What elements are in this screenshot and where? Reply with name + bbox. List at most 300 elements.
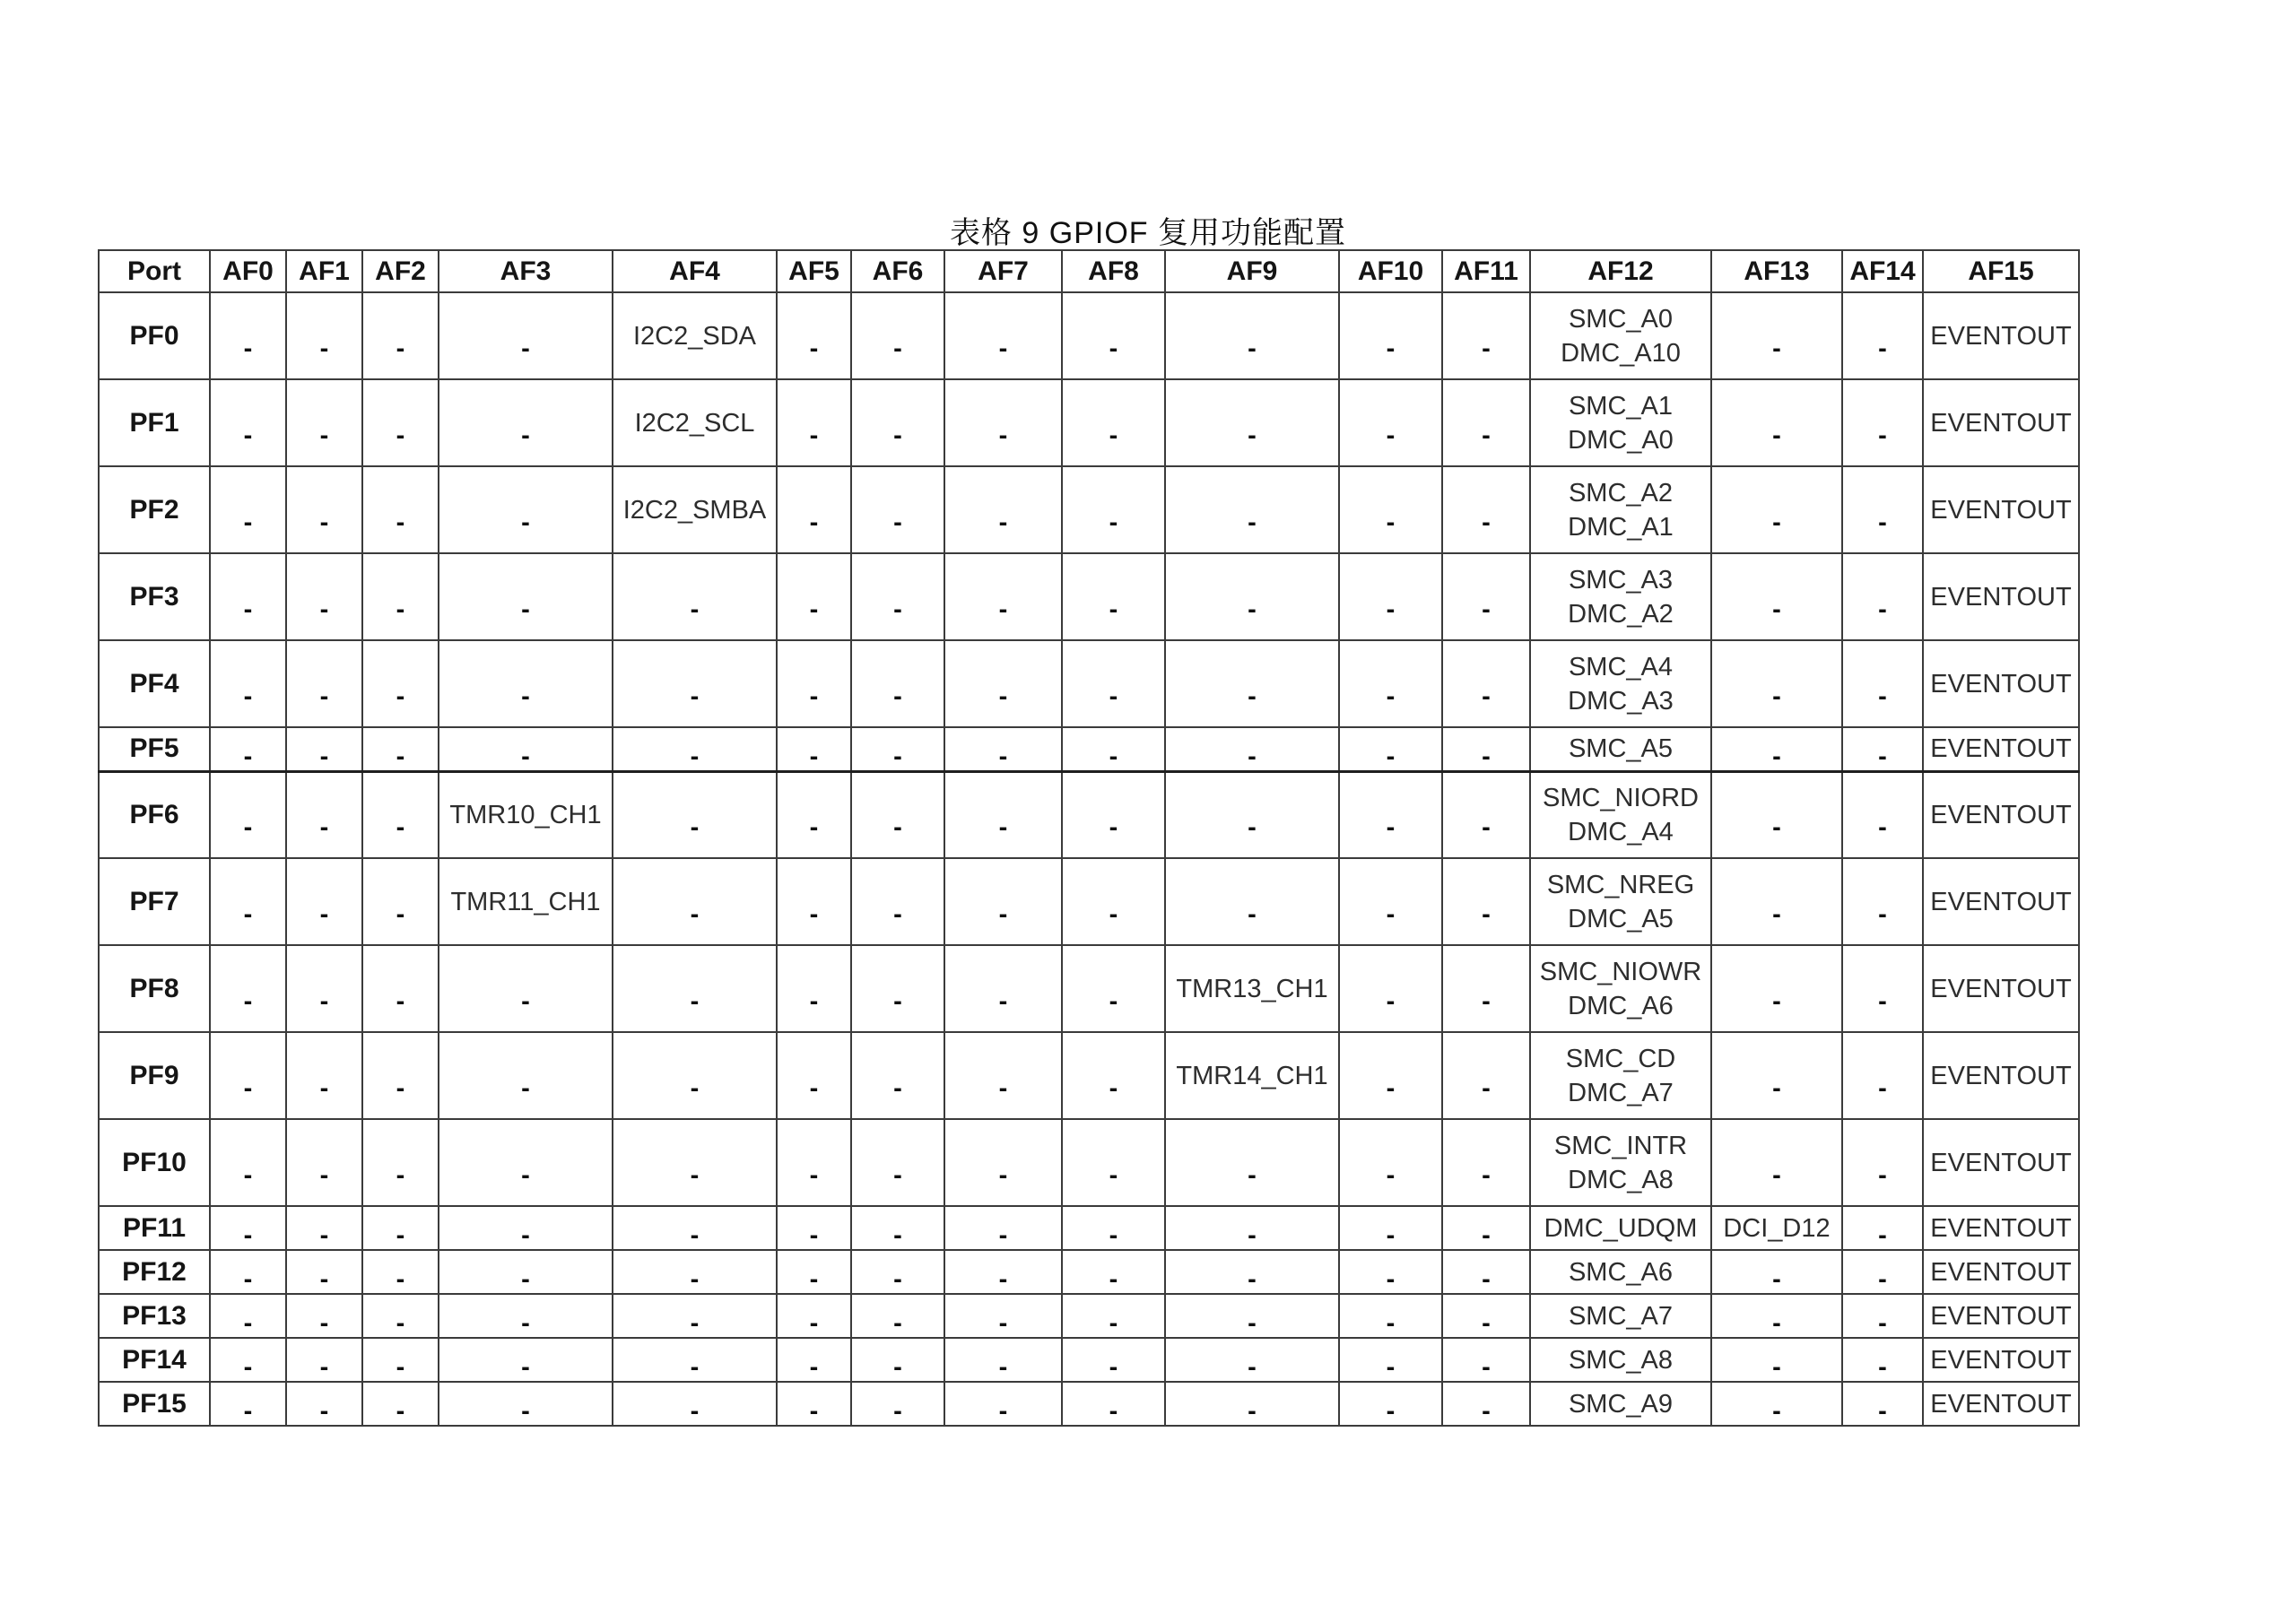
cell-pf6-af6 [851, 771, 944, 858]
cell-pf2-af13 [1711, 466, 1842, 553]
empty-marker: - [1109, 508, 1118, 537]
empty-marker: - [809, 1221, 819, 1250]
empty-marker: - [396, 1161, 405, 1190]
cell-pf1-af10 [1339, 379, 1442, 466]
cell-text: TMR11_CH1 [450, 887, 601, 916]
cell-pf6-af3 [439, 771, 613, 858]
empty-marker: - [1386, 1353, 1396, 1382]
empty-marker: - [1878, 595, 1887, 624]
row-header-pf6: PF6 [99, 771, 210, 858]
empty-marker: - [1386, 508, 1396, 537]
cell-pf11-af5 [777, 1206, 851, 1250]
cell-text: SMC_A9 [1568, 1389, 1674, 1419]
cell-text: EVENTOUT [1930, 800, 2072, 829]
cell-text: SMC_A6 [1568, 1257, 1674, 1287]
cell-pf12-af15 [1923, 1250, 2079, 1294]
empty-marker: - [690, 1221, 700, 1250]
cell-pf11-af4 [613, 1206, 777, 1250]
empty-marker: - [690, 595, 700, 624]
empty-marker: - [809, 1074, 819, 1103]
cell-pf3-af4 [613, 553, 777, 640]
empty-marker: - [1772, 1353, 1781, 1382]
cell-pf14-af9 [1165, 1338, 1339, 1382]
empty-marker: - [998, 1074, 1008, 1103]
empty-marker: - [319, 1353, 329, 1382]
cell-pf10-af2 [362, 1119, 439, 1206]
cell-pf9-af15 [1923, 1032, 2079, 1119]
empty-marker: - [1878, 1309, 1887, 1338]
cell-pf15-af2 [362, 1382, 439, 1426]
empty-marker: - [1248, 900, 1257, 929]
empty-marker: - [1109, 813, 1118, 843]
empty-marker: - [1482, 1074, 1491, 1103]
empty-marker: - [809, 682, 819, 711]
cell-pf13-af10 [1339, 1294, 1442, 1338]
empty-marker: - [809, 813, 819, 843]
empty-marker: - [893, 508, 902, 537]
empty-marker: - [809, 987, 819, 1016]
cell-pf12-af3 [439, 1250, 613, 1294]
cell-pf1-af3 [439, 379, 613, 466]
empty-marker: - [690, 1265, 700, 1294]
empty-marker: - [396, 1221, 405, 1250]
cell-pf4-af5 [777, 640, 851, 727]
cell-pf9-af0 [210, 1032, 286, 1119]
cell-pf7-af11 [1442, 858, 1530, 945]
cell-pf15-af14 [1842, 1382, 1923, 1426]
cell-pf3-af6 [851, 553, 944, 640]
cell-pf5-af4 [613, 727, 777, 771]
empty-marker: - [1878, 1397, 1887, 1426]
empty-marker: - [1386, 813, 1396, 843]
cell-pf15-af8 [1062, 1382, 1165, 1426]
empty-marker: - [690, 987, 700, 1016]
cell-pf3-af1 [286, 553, 362, 640]
cell-text: SMC_A8 [1568, 1345, 1674, 1375]
cell-pf6-af0 [210, 771, 286, 858]
cell-pf5-af1 [286, 727, 362, 771]
cell-pf3-af2 [362, 553, 439, 640]
empty-marker: - [809, 508, 819, 537]
col-header-af11: AF11 [1442, 250, 1530, 292]
cell-pf10-af7 [944, 1119, 1062, 1206]
empty-marker: - [998, 813, 1008, 843]
empty-marker: - [521, 595, 530, 624]
empty-marker: - [1772, 1161, 1781, 1190]
cell-text: SMC_A2 DMC_A1 [1568, 478, 1674, 542]
empty-marker: - [1386, 1309, 1396, 1338]
empty-marker: - [1109, 595, 1118, 624]
col-header-af4: AF4 [613, 250, 777, 292]
empty-marker: - [1386, 900, 1396, 929]
cell-pf11-af8 [1062, 1206, 1165, 1250]
empty-marker: - [396, 508, 405, 537]
row-header-pf5: PF5 [99, 727, 210, 771]
col-header-af8: AF8 [1062, 250, 1165, 292]
empty-marker: - [1248, 334, 1257, 363]
cell-pf0-af9 [1165, 292, 1339, 379]
empty-marker: - [1482, 682, 1491, 711]
cell-pf6-af5 [777, 771, 851, 858]
header-row [99, 250, 2079, 292]
cell-pf14-af8 [1062, 1338, 1165, 1382]
cell-pf6-af9 [1165, 771, 1339, 858]
empty-marker: - [319, 1309, 329, 1338]
cell-text: EVENTOUT [1930, 1148, 2072, 1177]
empty-marker: - [1878, 742, 1887, 771]
cell-pf6-af1 [286, 771, 362, 858]
empty-marker: - [1109, 987, 1118, 1016]
empty-marker: - [243, 1397, 253, 1426]
cell-pf7-af2 [362, 858, 439, 945]
cell-pf7-af6 [851, 858, 944, 945]
cell-text: EVENTOUT [1930, 321, 2072, 351]
cell-pf11-af11 [1442, 1206, 1530, 1250]
cell-pf5-af8 [1062, 727, 1165, 771]
cell-pf2-af4 [613, 466, 777, 553]
row-header-pf13: PF13 [99, 1294, 210, 1338]
empty-marker: - [243, 1265, 253, 1294]
cell-pf13-af14 [1842, 1294, 1923, 1338]
table-row-pf9 [99, 1032, 2079, 1119]
cell-pf8-af8 [1062, 945, 1165, 1032]
cell-text: SMC_CD DMC_A7 [1565, 1044, 1676, 1107]
cell-text: EVENTOUT [1930, 408, 2072, 438]
cell-pf7-af13 [1711, 858, 1842, 945]
empty-marker: - [1386, 595, 1396, 624]
cell-pf8-af14 [1842, 945, 1923, 1032]
table-row-pf1 [99, 379, 2079, 466]
cell-text: EVENTOUT [1930, 582, 2072, 612]
cell-pf1-af4 [613, 379, 777, 466]
empty-marker: - [1878, 1221, 1887, 1250]
empty-marker: - [690, 742, 700, 771]
cell-pf13-af6 [851, 1294, 944, 1338]
empty-marker: - [396, 1309, 405, 1338]
empty-marker: - [690, 1161, 700, 1190]
gpiof-af-table [98, 249, 2080, 1427]
cell-pf0-af6 [851, 292, 944, 379]
cell-pf10-af12 [1530, 1119, 1711, 1206]
cell-pf3-af7 [944, 553, 1062, 640]
cell-pf3-af13 [1711, 553, 1842, 640]
empty-marker: - [319, 421, 329, 450]
cell-pf7-af3 [439, 858, 613, 945]
cell-pf15-af11 [1442, 1382, 1530, 1426]
empty-marker: - [243, 987, 253, 1016]
cell-pf12-af13 [1711, 1250, 1842, 1294]
cell-pf1-af9 [1165, 379, 1339, 466]
cell-pf12-af6 [851, 1250, 944, 1294]
cell-pf14-af14 [1842, 1338, 1923, 1382]
table-body [99, 292, 2079, 1426]
empty-marker: - [1878, 1353, 1887, 1382]
empty-marker: - [1109, 421, 1118, 450]
cell-pf11-af0 [210, 1206, 286, 1250]
empty-marker: - [1878, 1161, 1887, 1190]
cell-pf3-af5 [777, 553, 851, 640]
cell-pf8-af11 [1442, 945, 1530, 1032]
cell-text: SMC_NIOWR DMC_A6 [1539, 957, 1702, 1020]
empty-marker: - [1772, 508, 1781, 537]
cell-pf7-af1 [286, 858, 362, 945]
empty-marker: - [1482, 334, 1491, 363]
cell-pf8-af6 [851, 945, 944, 1032]
cell-pf4-af4 [613, 640, 777, 727]
cell-pf1-af12 [1530, 379, 1711, 466]
empty-marker: - [243, 1353, 253, 1382]
cell-pf3-af0 [210, 553, 286, 640]
cell-pf6-af2 [362, 771, 439, 858]
cell-pf2-af14 [1842, 466, 1923, 553]
cell-text: TMR10_CH1 [449, 800, 602, 829]
empty-marker: - [1109, 742, 1118, 771]
empty-marker: - [1248, 1265, 1257, 1294]
empty-marker: - [1109, 1265, 1118, 1294]
cell-pf4-af0 [210, 640, 286, 727]
table-header [99, 250, 2079, 292]
empty-marker: - [1482, 1161, 1491, 1190]
empty-marker: - [998, 1353, 1008, 1382]
cell-text: SMC_A4 DMC_A3 [1568, 652, 1674, 716]
cell-pf1-af5 [777, 379, 851, 466]
cell-pf2-af0 [210, 466, 286, 553]
empty-marker: - [396, 813, 405, 843]
table-row-pf5 [99, 727, 2079, 771]
empty-marker: - [1772, 421, 1781, 450]
empty-marker: - [1772, 595, 1781, 624]
cell-pf14-af11 [1442, 1338, 1530, 1382]
empty-marker: - [396, 1265, 405, 1294]
cell-pf10-af6 [851, 1119, 944, 1206]
cell-text: EVENTOUT [1930, 974, 2072, 1003]
cell-pf0-af0 [210, 292, 286, 379]
cell-pf5-af7 [944, 727, 1062, 771]
cell-pf11-af7 [944, 1206, 1062, 1250]
empty-marker: - [893, 1353, 902, 1382]
cell-pf10-af3 [439, 1119, 613, 1206]
cell-pf2-af1 [286, 466, 362, 553]
cell-pf6-af15 [1923, 771, 2079, 858]
empty-marker: - [690, 1397, 700, 1426]
empty-marker: - [521, 1309, 530, 1338]
empty-marker: - [1772, 334, 1781, 363]
empty-marker: - [1878, 900, 1887, 929]
cell-text: I2C2_SCL [634, 408, 755, 438]
empty-marker: - [1109, 1221, 1118, 1250]
table-row-pf14 [99, 1338, 2079, 1382]
empty-marker: - [396, 987, 405, 1016]
cell-pf7-af9 [1165, 858, 1339, 945]
cell-pf12-af10 [1339, 1250, 1442, 1294]
empty-marker: - [319, 682, 329, 711]
cell-pf2-af11 [1442, 466, 1530, 553]
cell-pf4-af9 [1165, 640, 1339, 727]
empty-marker: - [1482, 742, 1491, 771]
cell-pf13-af5 [777, 1294, 851, 1338]
empty-marker: - [1482, 1397, 1491, 1426]
empty-marker: - [893, 987, 902, 1016]
empty-marker: - [893, 1397, 902, 1426]
row-header-pf0: PF0 [99, 292, 210, 379]
empty-marker: - [809, 595, 819, 624]
cell-pf9-af2 [362, 1032, 439, 1119]
empty-marker: - [998, 1161, 1008, 1190]
cell-pf7-af5 [777, 858, 851, 945]
empty-marker: - [396, 682, 405, 711]
cell-pf13-af8 [1062, 1294, 1165, 1338]
cell-pf12-af2 [362, 1250, 439, 1294]
cell-pf15-af10 [1339, 1382, 1442, 1426]
empty-marker: - [1109, 1353, 1118, 1382]
empty-marker: - [243, 421, 253, 450]
col-header-af10: AF10 [1339, 250, 1442, 292]
cell-pf13-af11 [1442, 1294, 1530, 1338]
empty-marker: - [319, 900, 329, 929]
cell-pf7-af14 [1842, 858, 1923, 945]
empty-marker: - [998, 595, 1008, 624]
cell-pf3-af11 [1442, 553, 1530, 640]
cell-pf4-af11 [1442, 640, 1530, 727]
cell-text: SMC_INTR DMC_A8 [1553, 1131, 1688, 1194]
col-header-af3: AF3 [439, 250, 613, 292]
cell-pf9-af12 [1530, 1032, 1711, 1119]
empty-marker: - [1482, 900, 1491, 929]
cell-text: SMC_A0 DMC_A10 [1561, 304, 1681, 368]
empty-marker: - [1772, 1265, 1781, 1294]
empty-marker: - [1482, 1221, 1491, 1250]
empty-marker: - [1386, 1265, 1396, 1294]
cell-text: EVENTOUT [1930, 1257, 2072, 1287]
cell-pf15-af15 [1923, 1382, 2079, 1426]
empty-marker: - [396, 900, 405, 929]
empty-marker: - [809, 421, 819, 450]
cell-pf5-af9 [1165, 727, 1339, 771]
empty-marker: - [1248, 595, 1257, 624]
cell-pf13-af13 [1711, 1294, 1842, 1338]
cell-pf2-af9 [1165, 466, 1339, 553]
cell-pf8-af4 [613, 945, 777, 1032]
empty-marker: - [1482, 595, 1491, 624]
empty-marker: - [1772, 1309, 1781, 1338]
cell-pf9-af14 [1842, 1032, 1923, 1119]
cell-text: I2C2_SDA [632, 321, 756, 351]
empty-marker: - [319, 1161, 329, 1190]
cell-pf4-af1 [286, 640, 362, 727]
cell-pf12-af9 [1165, 1250, 1339, 1294]
empty-marker: - [1482, 987, 1491, 1016]
cell-pf1-af11 [1442, 379, 1530, 466]
cell-pf12-af7 [944, 1250, 1062, 1294]
cell-pf6-af8 [1062, 771, 1165, 858]
empty-marker: - [893, 595, 902, 624]
cell-text: EVENTOUT [1930, 1301, 2072, 1331]
cell-text: SMC_A7 [1568, 1301, 1674, 1331]
cell-pf1-af0 [210, 379, 286, 466]
empty-marker: - [243, 595, 253, 624]
cell-pf9-af10 [1339, 1032, 1442, 1119]
cell-pf14-af2 [362, 1338, 439, 1382]
empty-marker: - [319, 508, 329, 537]
empty-marker: - [243, 1309, 253, 1338]
cell-text: EVENTOUT [1930, 1061, 2072, 1090]
empty-marker: - [1878, 421, 1887, 450]
cell-pf5-af6 [851, 727, 944, 771]
cell-pf14-af15 [1923, 1338, 2079, 1382]
cell-pf14-af1 [286, 1338, 362, 1382]
cell-pf2-af15 [1923, 466, 2079, 553]
cell-pf1-af14 [1842, 379, 1923, 466]
empty-marker: - [1878, 1074, 1887, 1103]
cell-pf9-af13 [1711, 1032, 1842, 1119]
cell-pf10-af5 [777, 1119, 851, 1206]
col-header-af15: AF15 [1923, 250, 2079, 292]
cell-pf2-af5 [777, 466, 851, 553]
cell-pf14-af3 [439, 1338, 613, 1382]
cell-pf0-af1 [286, 292, 362, 379]
cell-pf9-af5 [777, 1032, 851, 1119]
col-header-port: Port [99, 250, 210, 292]
empty-marker: - [319, 987, 329, 1016]
cell-pf10-af8 [1062, 1119, 1165, 1206]
cell-pf10-af14 [1842, 1119, 1923, 1206]
empty-marker: - [998, 1221, 1008, 1250]
empty-marker: - [396, 1397, 405, 1426]
empty-marker: - [1248, 1309, 1257, 1338]
cell-pf12-af11 [1442, 1250, 1530, 1294]
empty-marker: - [998, 1265, 1008, 1294]
empty-marker: - [1482, 1309, 1491, 1338]
empty-marker: - [893, 742, 902, 771]
cell-text: EVENTOUT [1930, 734, 2072, 764]
empty-marker: - [243, 742, 253, 771]
cell-pf1-af1 [286, 379, 362, 466]
cell-pf9-af3 [439, 1032, 613, 1119]
empty-marker: - [521, 334, 530, 363]
cell-pf10-af9 [1165, 1119, 1339, 1206]
empty-marker: - [1878, 334, 1887, 363]
cell-pf8-af0 [210, 945, 286, 1032]
empty-marker: - [1248, 813, 1257, 843]
cell-pf14-af0 [210, 1338, 286, 1382]
cell-pf10-af13 [1711, 1119, 1842, 1206]
empty-marker: - [1386, 1397, 1396, 1426]
empty-marker: - [690, 900, 700, 929]
cell-pf14-af5 [777, 1338, 851, 1382]
empty-marker: - [1878, 987, 1887, 1016]
col-header-af0: AF0 [210, 250, 286, 292]
col-header-af14: AF14 [1842, 250, 1923, 292]
empty-marker: - [1248, 1161, 1257, 1190]
cell-pf0-af3 [439, 292, 613, 379]
cell-pf8-af5 [777, 945, 851, 1032]
table-row-pf8 [99, 945, 2079, 1032]
empty-marker: - [1386, 1074, 1396, 1103]
row-header-pf4: PF4 [99, 640, 210, 727]
empty-marker: - [809, 334, 819, 363]
cell-pf7-af12 [1530, 858, 1711, 945]
cell-pf10-af10 [1339, 1119, 1442, 1206]
cell-pf2-af12 [1530, 466, 1711, 553]
cell-text: DMC_UDQM [1544, 1213, 1698, 1243]
empty-marker: - [998, 682, 1008, 711]
cell-pf15-af4 [613, 1382, 777, 1426]
cell-pf13-af3 [439, 1294, 613, 1338]
cell-pf0-af13 [1711, 292, 1842, 379]
cell-text: EVENTOUT [1930, 887, 2072, 916]
empty-marker: - [893, 1309, 902, 1338]
cell-pf9-af8 [1062, 1032, 1165, 1119]
